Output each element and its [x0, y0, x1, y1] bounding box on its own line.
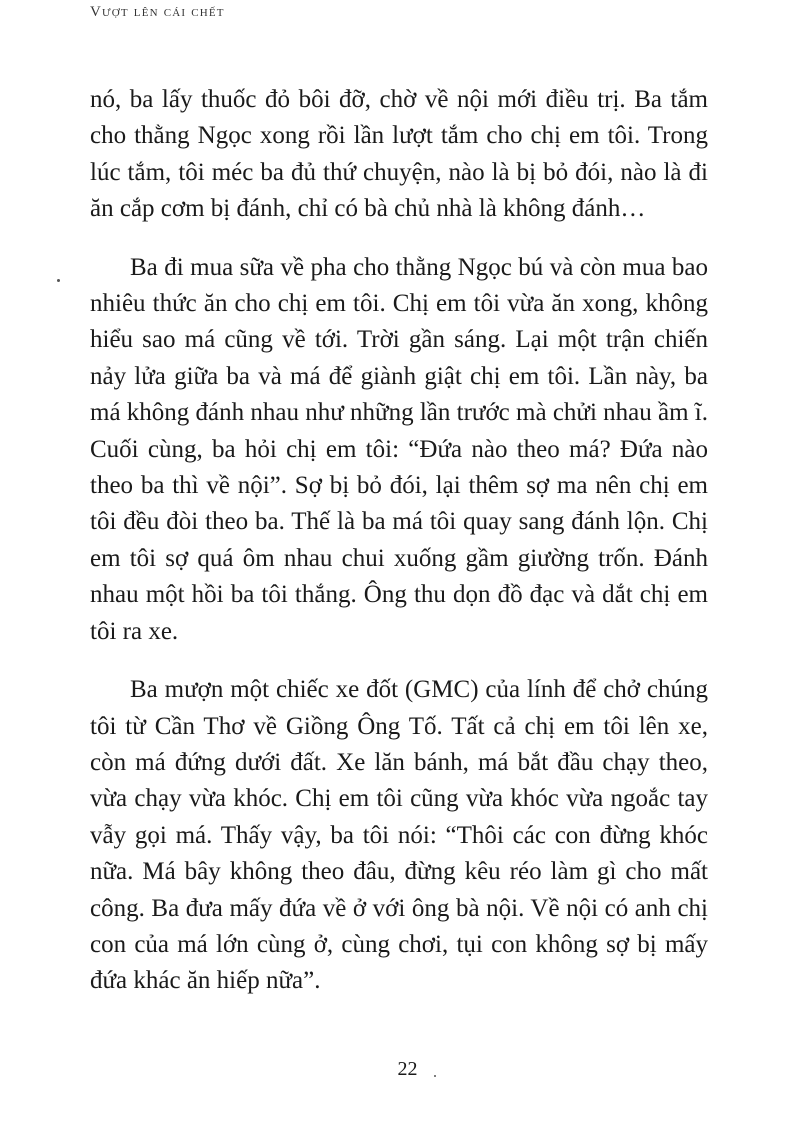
paragraph: nó, ba lấy thuốc đỏ bôi đỡ, chờ về nội mới điều trị. Ba tắm cho thằng Ngọc xong rồi lần lượt tắm cho chị em tôi. Trong lúc tắm, tôi méc ba đủ thứ chuyện, nào là bị bỏ đói, nào là đi ăn cắp cơm bị đánh, chỉ có bà chủ nhà là không đánh…	[90, 86, 708, 223]
page-number: 22	[397, 1058, 418, 1080]
paragraph: Ba đi mua sữa về pha cho thằng Ngọc bú và còn mua bao nhiêu thức ăn cho chị em tôi. Chị em tôi vừa ăn xong, không hiểu sao má cũng về tới. Trời gần sáng. Lại một trận chiến nảy lửa giữa ba và má để giành giật chị em tôi. Lần này, ba má không đánh nhau như những lần trước mà chửi nhau ầm ĩ. Cuối cùng, ba hỏi chị em tôi: “Đứa nào theo má? Đứa nào theo ba thì về nội”. Sợ bị bỏ đói, lại thêm sợ ma nên chị em tôi đều đòi theo ba. Thế là ba má tôi quay sang đánh lộn. Chị em tôi sợ quá ôm nhau chui xuống gầm giường trốn. Đánh nhau một hồi ba tôi thắng. Ông thu dọn đồ đạc và dắt chị em tôi ra xe.	[90, 253, 708, 645]
running-header: Vượt lên cái chết	[90, 4, 225, 20]
scan-speck	[57, 279, 60, 282]
paragraph: Ba mượn một chiếc xe đốt (GMC) của lính để chở chúng tôi từ Cần Thơ về Giồng Ông Tố. Tất cả chị em tôi lên xe, còn má đứng dưới đất. Xe lăn bánh, má bắt đầu chạy theo, vừa chạy vừa khóc. Chị em tôi cũng vừa khóc vừa ngoắc tay vẫy gọi má. Thấy vậy, ba tôi nói: “Thôi các con đừng khóc nữa. Má bây không theo đâu, đừng kêu réo làm gì cho mất công. Ba đưa mấy đứa về ở với ông bà nội. Về nội có anh chị con của má lớn cùng ở, cùng chơi, tụi con không sợ bị mấy đứa khác ăn hiếp nữa”.	[90, 676, 708, 995]
body-text	[90, 82, 708, 1000]
scan-speck	[434, 1075, 436, 1077]
